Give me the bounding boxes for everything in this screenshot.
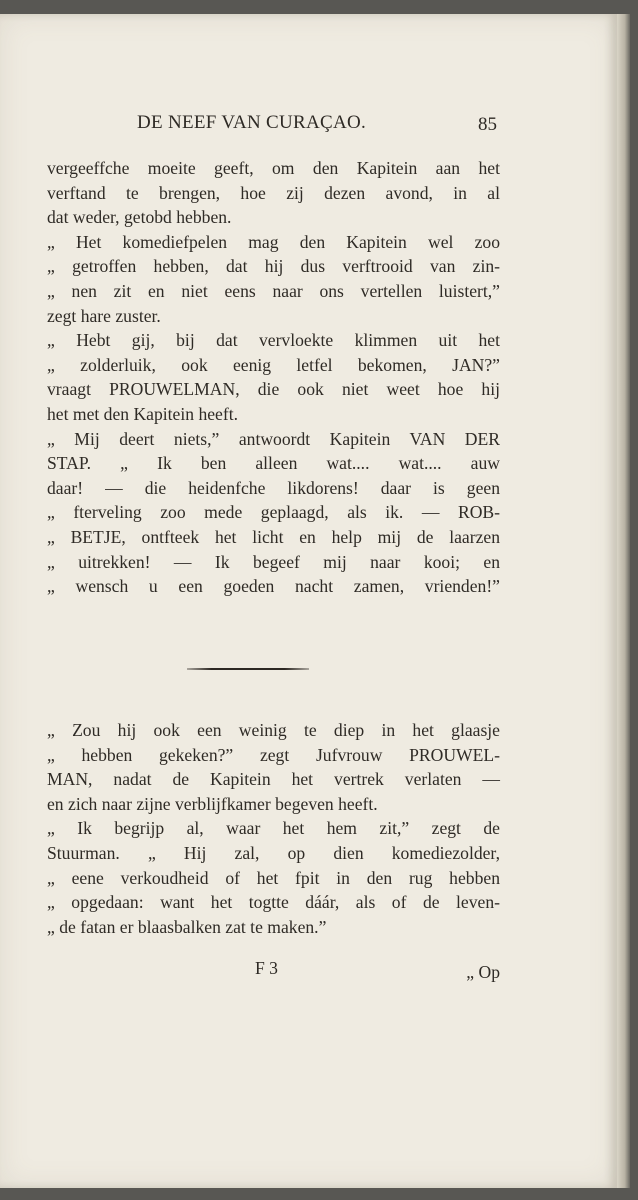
section-divider <box>187 668 309 670</box>
text-line: „ Mij deert niets,” antwoordt Kapitein VAN DER <box>47 428 500 449</box>
text-line: „ Ik begrijp al, waar het hem zit,” zegt de <box>47 818 500 839</box>
text-line: „ nen zit en niet eens naar ons vertellen luistert,” <box>47 280 500 301</box>
text-line: verftand te brengen, hoe zij dezen avond, in al <box>47 182 500 203</box>
text-line: „ Hebt gij, bij dat vervloekte klimmen uit het <box>47 330 500 351</box>
text-line: „ Zou hij ook een weinig te diep in het glaasje <box>47 720 500 740</box>
text-line: „ eene verkoudheid of het fpit in den rug hebben <box>47 867 500 888</box>
catchword: „ Op <box>466 962 500 982</box>
text-line: „ fterveling zoo mede geplaagd, als ik. — ROB- <box>47 502 500 523</box>
text-line: en zich naar zijne verblijfkamer begeven heeft. <box>47 793 378 814</box>
text-line: het met den Kapitein heeft. <box>47 403 239 424</box>
page-footer <box>47 958 500 986</box>
text-line: „ wensch u een goeden nacht zamen, vrienden!” <box>47 576 500 597</box>
text-line: vergeeffche moeite geeft, om den Kapitein aan het <box>47 158 500 178</box>
running-title: DE NEEF VAN CURAÇAO. <box>137 112 367 133</box>
text-line: „ zolderluik, ook eenig letfel bekomen, JAN?” <box>47 354 500 375</box>
text-line: Stuurman. „ Hij zal, op dien komediezolder, <box>47 842 500 863</box>
text-line: „ uitrekken! — Ik begeef mij naar kooi; en <box>47 551 500 572</box>
page-number: 85 <box>478 114 497 135</box>
signature-mark: F 3 <box>255 958 278 978</box>
text-line: „ getroffen hebben, dat hij dus verftrooid van zin- <box>47 256 500 277</box>
text-line: zegt hare zuster. <box>47 305 161 326</box>
text-line: MAN, nadat de Kapitein het vertrek verlaten — <box>47 769 500 790</box>
text-line: daar! — die heidenfche likdorens! daar is geen <box>47 477 500 498</box>
page-header <box>47 112 500 142</box>
text-line: „ hebben gekeken?” zegt Jufvrouw PROUWEL- <box>47 744 500 765</box>
text-line: „ de fatan er blaasbalken zat te maken.” <box>47 916 327 937</box>
text-line: „ Het komediefpelen mag den Kapitein wel zoo <box>47 231 500 252</box>
text-block-second <box>47 718 500 939</box>
text-line: vraagt PROUWELMAN, die ook niet weet hoe hij <box>47 379 500 400</box>
text-line: dat weder, getobd hebben. <box>47 207 232 228</box>
text-line: „ opgedaan: want het togtte dáár, als of de leven- <box>47 892 500 913</box>
text-line: STAP. „ Ik ben alleen wat.... wat.... auw <box>47 453 500 474</box>
text-block-first <box>47 156 500 599</box>
text-line: „ BETJE, ontfteek het licht en help mij de laarzen <box>47 526 500 547</box>
page-edge <box>617 14 630 1188</box>
